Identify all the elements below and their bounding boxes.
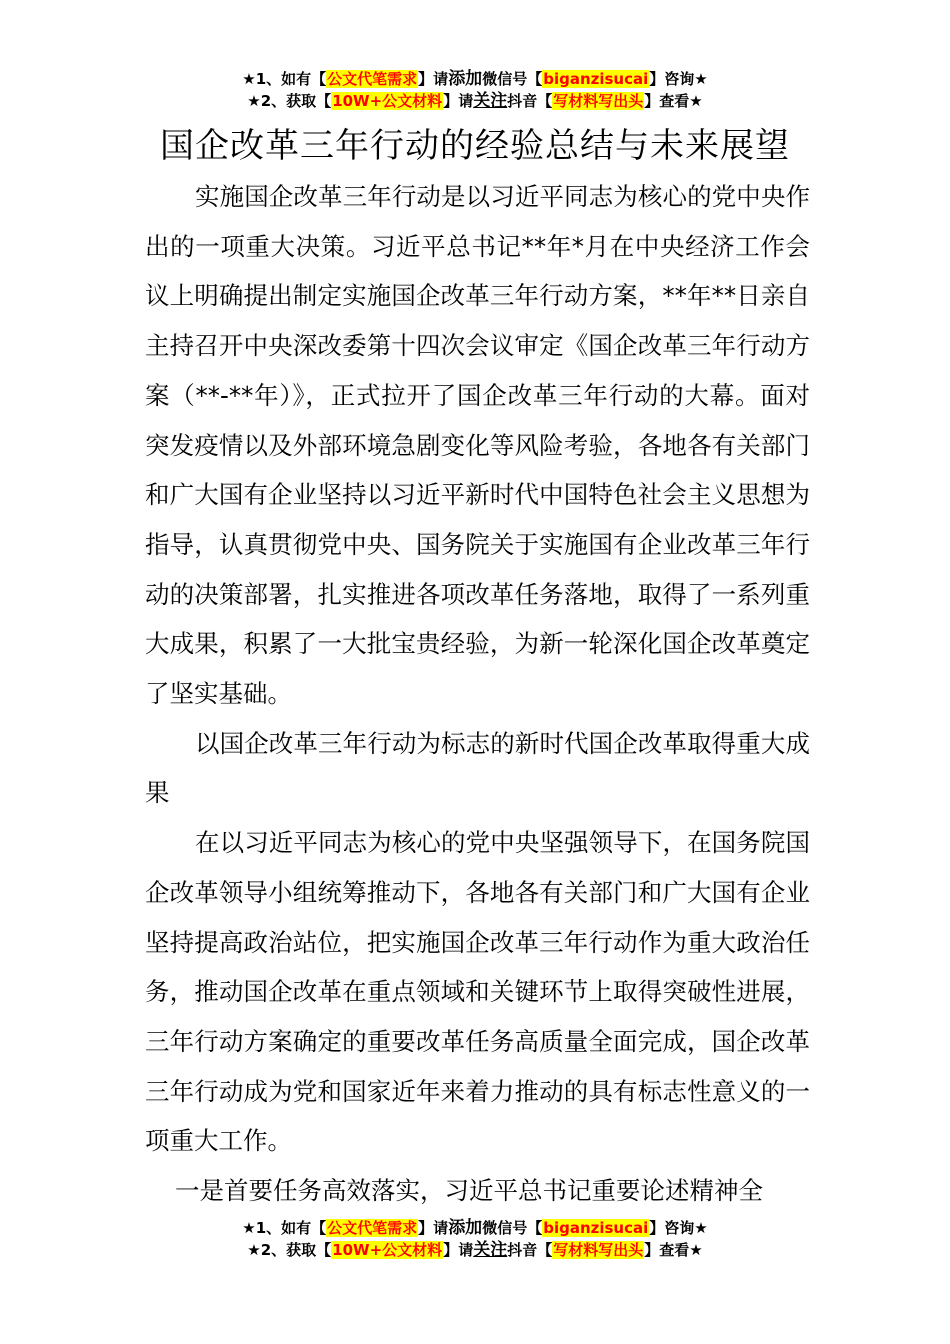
promo-text: 】请 xyxy=(443,92,474,110)
body-paragraph: 一是首要任务高效落实，习近平总书记重要论述精神全 xyxy=(175,1176,763,1206)
promo-text: 】请 xyxy=(418,70,449,88)
document-body xyxy=(145,172,810,1216)
promo-text: ★2、获取【 xyxy=(247,92,332,110)
promo-text: 】查看★ xyxy=(644,92,703,110)
promo-text: ★1、如有【 xyxy=(242,70,327,88)
promo-banner-bottom xyxy=(0,1217,950,1261)
document-title: 国企改革三年行动的经验总结与未来展望 xyxy=(160,126,790,166)
body-paragraph: 实施国企改革三年行动是以习近平同志为核心的党中央作出的一项重大决策。习近平总书记**年*月在中央经济工作会议上明确提出制定实施国企改革三年行动方案，**年**日亲自主持召开中央深改委第十四次会议审定《国企改革三年行动方案（**-**年）》，正式拉开了国企改革三年行动的大幕。面对突发疫情以及外部环境急剧变化等风险考验，各地各有关部门和广大国有企业坚持以习近平新时代中国特色社会主义思想为指导，认真贯彻党中央、国务院关于实施国有企业改革三年行动的决策部署，扎实推进各项改革任务落地，取得了一系列重大成果，积累了一大批宝贵经验，为新一轮深化国企改革奠定了坚实基础。 xyxy=(145,182,810,709)
highlight-service: 公文代笔需求 xyxy=(327,1219,418,1237)
promo-text: 抖音【 xyxy=(507,92,553,110)
promo-emphasis: 添加 xyxy=(448,1218,483,1238)
highlight-wechat-id: biganzisucai xyxy=(543,1219,649,1237)
promo-text: 微信号【 xyxy=(482,70,543,88)
promo-text: 微信号【 xyxy=(482,1219,543,1237)
promo-text: 】咨询★ xyxy=(649,70,708,88)
highlight-douyin-account: 写材料写出头 xyxy=(553,92,644,110)
promo-text: ★2、获取【 xyxy=(247,1241,332,1259)
promo-line-2 xyxy=(0,1239,950,1261)
highlight-materials: 10W+公文材料 xyxy=(332,92,443,110)
section-heading: 以国企改革三年行动为标志的新时代国企改革取得重大成果 xyxy=(145,728,810,808)
promo-line-2 xyxy=(0,90,950,112)
promo-text: ★1、如有【 xyxy=(242,1219,327,1237)
promo-text: 】请 xyxy=(418,1219,449,1237)
promo-text: 】请 xyxy=(443,1241,474,1259)
promo-text: 抖音【 xyxy=(507,1241,553,1259)
promo-emphasis: 关注 xyxy=(473,1240,508,1260)
highlight-service: 公文代笔需求 xyxy=(327,70,418,88)
highlight-materials: 10W+公文材料 xyxy=(332,1241,443,1259)
body-paragraph: 在以习近平同志为核心的党中央坚强领导下，在国务院国企改革领导小组统筹推动下，各地各有关部门和广大国有企业坚持提高政治站位，把实施国企改革三年行动作为重大政治任务，推动国企改革在重点领域和关键环节上取得突破性进展，三年行动方案确定的重要改革任务高质量全面完成，国企改革三年行动成为党和国家近年来着力推动的具有标志性意义的一项重大工作。 xyxy=(145,828,810,1156)
highlight-douyin-account: 写材料写出头 xyxy=(553,1241,644,1259)
promo-text: 】咨询★ xyxy=(649,1219,708,1237)
promo-emphasis: 添加 xyxy=(448,69,483,89)
promo-line-1 xyxy=(0,68,950,90)
promo-line-1 xyxy=(0,1217,950,1239)
highlight-wechat-id: biganzisucai xyxy=(543,70,649,88)
promo-text: 】查看★ xyxy=(644,1241,703,1259)
promo-emphasis: 关注 xyxy=(473,91,508,111)
promo-banner-top xyxy=(0,68,950,112)
